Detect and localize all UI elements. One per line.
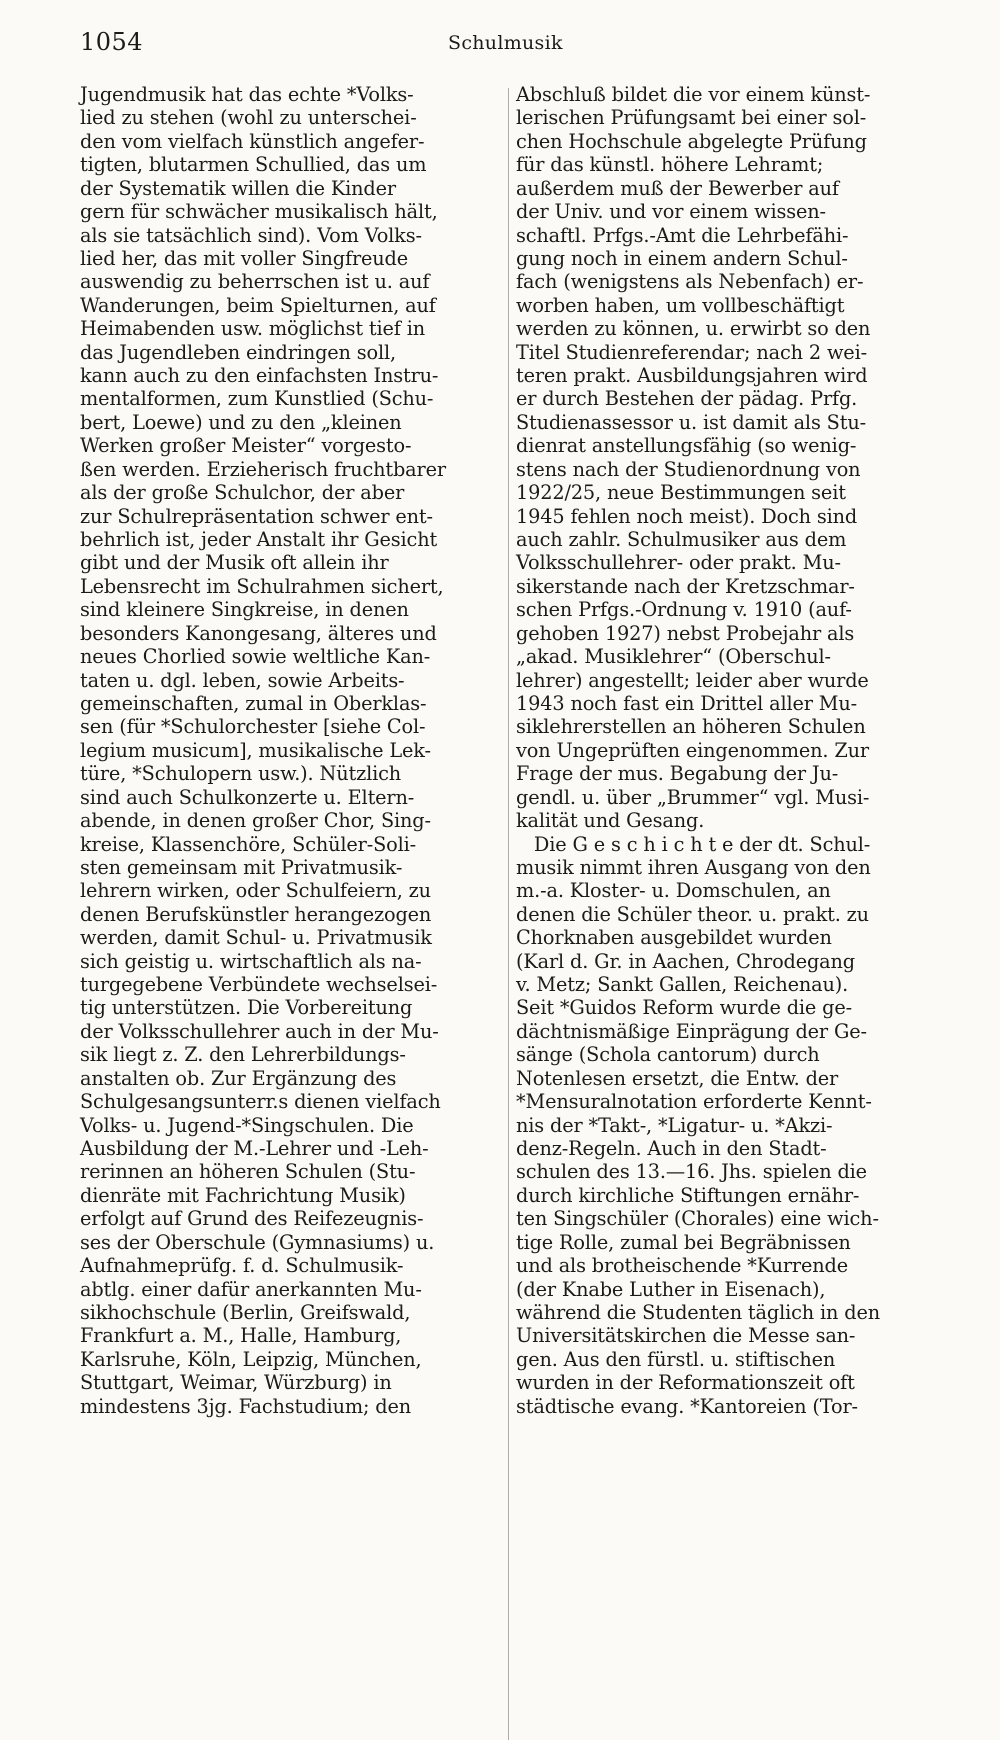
text-line: Volksschullehrer- oder prakt. Mu- xyxy=(516,551,841,575)
text-line: gendl. u. über „Brummer“ vgl. Musi- xyxy=(516,785,870,809)
text-line: stens nach der Studienordnung von xyxy=(516,457,861,481)
text-line: gibt und der Musik oft allein ihr xyxy=(80,551,389,575)
text-line: Volks- u. Jugend-*Singschulen. Die xyxy=(80,1113,414,1137)
text-line: 1943 noch fast ein Drittel aller Mu- xyxy=(516,691,858,715)
text-line: dienräte mit Fachrichtung Musik) xyxy=(80,1183,406,1207)
page-header xyxy=(80,28,568,68)
text-line: von Ungeprüften eingenommen. Zur xyxy=(516,738,869,762)
text-line: Wanderungen, beim Spielturnen, auf xyxy=(80,293,436,317)
text-line: Aufnahmeprüfg. f. d. Schulmusik- xyxy=(80,1254,404,1278)
text-line: Abschluß bildet die vor einem künst- xyxy=(516,83,871,106)
text-line: gehoben 1927) nebst Probejahr als xyxy=(516,621,855,645)
text-line: rerinnen an höheren Schulen (Stu- xyxy=(80,1160,416,1184)
text-line: besonders Kanongesang, älteres und xyxy=(80,621,437,645)
text-line: ßen werden. Erzieherisch fruchtbarer xyxy=(80,457,446,481)
text-line: lerischen Prüfungsamt bei einer sol- xyxy=(516,106,867,130)
text-line: m.-a. Kloster- u. Domschulen, an xyxy=(516,879,831,903)
text-line: schen Prfgs.-Ordnung v. 1910 (auf- xyxy=(516,598,852,622)
text-line: 1945 fehlen noch meist). Doch sind xyxy=(516,504,858,528)
column-divider xyxy=(508,88,509,1740)
text-line: zur Schulrepräsentation schwer ent- xyxy=(80,504,433,528)
text-line: das Jugendleben eindringen soll, xyxy=(80,340,397,364)
text-line: sikhochschule (Berlin, Greifswald, xyxy=(80,1300,411,1324)
text-line: fach (wenigstens als Nebenfach) er- xyxy=(516,270,864,294)
text-line: als der große Schulchor, der aber xyxy=(80,481,405,505)
text-line: während die Studenten täglich in den xyxy=(516,1300,880,1324)
text-line: neues Chorlied sowie weltliche Kan- xyxy=(80,645,431,669)
text-line: auch zahlr. Schulmusiker aus dem xyxy=(516,528,847,552)
text-line: 1922/25, neue Bestimmungen seit xyxy=(516,481,846,505)
running-title: Schulmusik xyxy=(448,32,563,54)
text-line: ses der Oberschule (Gymnasiums) u. xyxy=(80,1230,435,1254)
text-line: sten gemeinsam mit Privatmusik- xyxy=(80,855,403,879)
text-line: Universitätskirchen die Messe san- xyxy=(516,1324,856,1348)
text-line: gern für schwächer musikalisch hält, xyxy=(80,200,438,224)
text-line: sik liegt z. Z. den Lehrerbildungs- xyxy=(80,1043,406,1067)
text-line: denen Berufskünstler herangezogen xyxy=(80,902,432,926)
text-line: denz-Regeln. Auch in den Stadt- xyxy=(516,1136,827,1160)
text-line: Werken großer Meister“ vorgesto- xyxy=(80,434,412,458)
text-line: für das künstl. höhere Lehramt; xyxy=(516,153,824,177)
text-line: Heimabenden usw. möglichst tief in xyxy=(80,317,426,341)
text-line: tige Rolle, zumal bei Begräbnissen xyxy=(516,1230,851,1254)
text-line: als sie tatsächlich sind). Vom Volks- xyxy=(80,223,422,247)
text-line: städtische evang. *Kantoreien (Tor- xyxy=(516,1394,858,1418)
text-line: erfolgt auf Grund des Reifezeugnis- xyxy=(80,1207,424,1231)
text-line: (der Knabe Luther in Eisenach), xyxy=(516,1277,826,1301)
text-line: türe, *Schulopern usw.). Nützlich xyxy=(80,762,402,786)
page-number: 1054 xyxy=(80,28,144,56)
text-line: taten u. dgl. leben, sowie Arbeits- xyxy=(80,668,405,692)
text-line: musik nimmt ihren Ausgang von den xyxy=(516,855,871,879)
text-line: auswendig zu beherrschen ist u. auf xyxy=(80,270,430,294)
text-line: Titel Studienreferendar; nach 2 wei- xyxy=(516,340,867,364)
text-line: lied zu stehen (wohl zu unterschei- xyxy=(80,106,417,130)
text-line: gemeinschaften, zumal in Oberklas- xyxy=(80,691,427,715)
right-text-column xyxy=(516,83,942,1418)
text-line: *Mensuralnotation erforderte Kennt- xyxy=(516,1090,872,1114)
text-line: werden zu können, u. erwirbt so den xyxy=(516,317,871,341)
text-line: schulen des 13.—16. Jhs. spielen die xyxy=(516,1160,867,1184)
text-line: lehrern wirken, oder Schulfeiern, zu xyxy=(80,879,431,903)
text-line: Studienassessor u. ist damit als Stu- xyxy=(516,410,866,434)
text-line: Seit *Guidos Reform wurde die ge- xyxy=(516,996,852,1020)
text-line: sen (für *Schulorchester [siehe Col- xyxy=(80,715,426,739)
text-line: Die G e s c h i c h t e der dt. Schul- xyxy=(516,832,871,856)
text-line: und als brotheischende *Kurrende xyxy=(516,1254,848,1278)
text-line: werden, damit Schul- u. Privatmusik xyxy=(80,926,432,950)
text-line: turgegebene Verbündete wechselsei- xyxy=(80,973,438,997)
text-line: Frankfurt a. M., Halle, Hamburg, xyxy=(80,1324,402,1348)
text-line: lehrer) angestellt; leider aber wurde xyxy=(516,668,869,692)
text-line: chen Hochschule abgelegte Prüfung xyxy=(516,129,867,153)
text-line: Stuttgart, Weimar, Würzburg) in xyxy=(80,1371,392,1395)
text-line: kreise, Klassenchöre, Schüler-Soli- xyxy=(80,832,417,856)
text-line: Karlsruhe, Köln, Leipzig, München, xyxy=(80,1347,422,1371)
text-line: tigten, blutarmen Schullied, das um xyxy=(80,153,427,177)
text-line: lied her, das mit voller Singfreude xyxy=(80,246,409,270)
text-line: denen die Schüler theor. u. prakt. zu xyxy=(516,902,869,926)
text-line: der Volksschullehrer auch in der Mu- xyxy=(80,1019,439,1043)
text-line: anstalten ob. Zur Ergänzung des xyxy=(80,1066,397,1090)
text-line: tig unterstützen. Die Vorbereitung xyxy=(80,996,413,1020)
text-line: ten Singschüler (Chorales) eine wich- xyxy=(516,1207,879,1231)
text-line: gen. Aus den fürstl. u. stiftischen xyxy=(516,1347,836,1371)
text-line: Ausbildung der M.-Lehrer und -Leh- xyxy=(80,1136,429,1160)
text-line: Schulgesangsunterr.s dienen vielfach xyxy=(80,1090,441,1114)
text-line: v. Metz; Sankt Gallen, Reichenau). xyxy=(516,973,849,997)
text-line: der Univ. und vor einem wissen- xyxy=(516,200,826,224)
text-line: legium musicum], musikalische Lek- xyxy=(80,738,431,762)
text-line: sind kleinere Singkreise, in denen xyxy=(80,598,409,622)
text-line: siklehrerstellen an höheren Schulen xyxy=(516,715,866,739)
text-line: sind auch Schulkonzerte u. Eltern- xyxy=(80,785,415,809)
text-line: teren prakt. Ausbildungsjahren wird xyxy=(516,364,868,388)
text-line: sänge (Schola cantorum) durch xyxy=(516,1043,820,1067)
text-line: kann auch zu den einfachsten Instru- xyxy=(80,364,439,388)
text-line: sikerstande nach der Kretzschmar- xyxy=(516,574,855,598)
text-line: dienrat anstellungsfähig (so wenig- xyxy=(516,434,857,458)
text-line: (Karl d. Gr. in Aachen, Chrodegang xyxy=(516,949,855,973)
text-line: Jugendmusik hat das echte *Volks- xyxy=(80,83,414,106)
text-line: dächtnismäßige Einprägung der Ge- xyxy=(516,1019,867,1043)
text-line: Notenlesen ersetzt, die Entw. der xyxy=(516,1066,839,1090)
text-line: durch kirchliche Stiftungen ernähr- xyxy=(516,1183,860,1207)
text-line: abende, in denen großer Chor, Sing- xyxy=(80,809,431,833)
text-line: sich geistig u. wirtschaftlich als na- xyxy=(80,949,422,973)
text-line: worben haben, um vollbeschäftigt xyxy=(516,293,845,317)
text-line: kalität und Gesang. xyxy=(516,809,705,833)
text-line: nis der *Takt-, *Ligatur- u. *Akzi- xyxy=(516,1113,833,1137)
text-line: abtlg. einer dafür anerkannten Mu- xyxy=(80,1277,422,1301)
text-line: wurden in der Reformationszeit oft xyxy=(516,1371,855,1395)
text-line: Lebensrecht im Schulrahmen sichert, xyxy=(80,574,444,598)
text-line: „akad. Musiklehrer“ (Oberschul- xyxy=(516,645,831,669)
text-line: der Systematik willen die Kinder xyxy=(80,176,396,200)
text-line: bert, Loewe) und zu den „kleinen xyxy=(80,410,402,434)
text-line: behrlich ist, jeder Anstalt ihr Gesicht xyxy=(80,528,438,552)
text-line: außerdem muß der Bewerber auf xyxy=(516,176,839,200)
text-line: mindestens 3jg. Fachstudium; den xyxy=(80,1394,412,1418)
text-line: mentalformen, zum Kunstlied (Schu- xyxy=(80,387,434,411)
text-line: Chorknaben ausgebildet wurden xyxy=(516,926,832,950)
text-line: er durch Bestehen der pädag. Prfg. xyxy=(516,387,858,411)
text-line: gung noch in einem andern Schul- xyxy=(516,246,848,270)
text-line: den vom vielfach künstlich angefer- xyxy=(80,129,425,153)
text-line: schaftl. Prfgs.-Amt die Lehrbefähi- xyxy=(516,223,849,247)
left-text-column xyxy=(80,83,498,1418)
text-line: Frage der mus. Begabung der Ju- xyxy=(516,762,839,786)
